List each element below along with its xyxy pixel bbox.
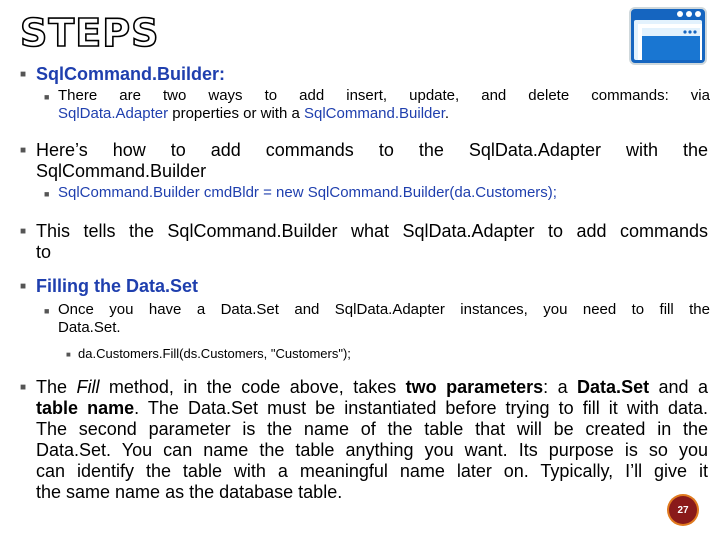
- bullet-heading: SqlCommand.Builder:: [36, 64, 226, 84]
- text-fragment: and a: [649, 377, 708, 397]
- fill-term: Fill: [76, 377, 100, 397]
- text-line: Data.Set. You can name the table anything you want. Its purpose is so you: [36, 440, 708, 460]
- text-line: Here’s how to add commands to the SqlData.Adapter with the: [36, 140, 708, 160]
- text-fragment: . The Data.Set must be instantiated before trying to fill it with data.: [134, 398, 708, 418]
- text-fragment: : a: [543, 377, 578, 397]
- sqldataadapter-term: SqlData.Adapter: [58, 105, 169, 122]
- square-bullet-icon: ■: [20, 69, 27, 80]
- square-bullet-icon: ■: [44, 306, 50, 316]
- text-line: The second parameter is the name of the table that will be created in the: [36, 419, 708, 439]
- text-line: to: [36, 242, 52, 262]
- page-number-badge: 27: [669, 496, 697, 524]
- table-name-term: table name: [36, 398, 135, 418]
- two-parameters-term: two parameters: [405, 377, 544, 397]
- sqlcommandbuilder-term: SqlCommand.Builder: [303, 105, 445, 122]
- text-line: the same name as the database table.: [36, 482, 343, 502]
- dataset-term: Data.Set: [577, 377, 650, 397]
- bullet-how-to-add: [20, 140, 710, 182]
- sub-bullet-once-you-have: [44, 301, 710, 337]
- sub-bullet-cmdbldr: [44, 184, 710, 202]
- square-bullet-icon: ■: [44, 92, 50, 102]
- sub-sub-bullet-fill-code: [66, 346, 706, 362]
- square-bullet-icon: ■: [66, 350, 71, 359]
- text-line: There are two ways to add insert, update, and delete commands: via: [58, 87, 710, 104]
- bullet-heading: Filling the Data.Set: [36, 276, 199, 296]
- text-line: can identify the table with a meaningful name later on. Typically, I’ll give it: [36, 461, 708, 481]
- square-bullet-icon: ■: [20, 226, 27, 237]
- text-line: [36, 398, 708, 419]
- browser-window-icon: [628, 6, 708, 66]
- text-line: Once you have a Data.Set and SqlData.Adapter instances, you need to fill the: [58, 301, 710, 318]
- bullet-filling-dataset: [20, 276, 710, 297]
- code-line: da.Customers.Fill(ds.Customers, "Customers");: [78, 346, 351, 361]
- square-bullet-icon: ■: [20, 382, 27, 393]
- text-fragment: The: [36, 377, 77, 397]
- text-line: SqlCommand.Builder: [36, 161, 207, 181]
- code-line: SqlCommand.Builder cmdBldr = new SqlCommand.Builder(da.Customers);: [58, 184, 557, 201]
- text-line: This tells the SqlCommand.Builder what SqlData.Adapter to add commands: [36, 221, 708, 241]
- bullet-this-tells: [20, 221, 710, 263]
- text-fragment: method, in the code above, takes: [99, 377, 406, 397]
- bullet-sqlcommandbuilder: [20, 64, 710, 85]
- square-bullet-icon: ■: [20, 281, 27, 292]
- square-bullet-icon: ■: [44, 189, 50, 199]
- text-line: [36, 377, 708, 398]
- text-fragment: .: [444, 105, 450, 122]
- text-line: Data.Set.: [58, 319, 121, 336]
- sub-bullet-two-ways: [44, 87, 710, 123]
- text-fragment: properties or with a: [168, 105, 304, 122]
- bullet-fill-method: [20, 377, 710, 503]
- slide-title: STEPS: [20, 11, 160, 55]
- square-bullet-icon: ■: [20, 145, 27, 156]
